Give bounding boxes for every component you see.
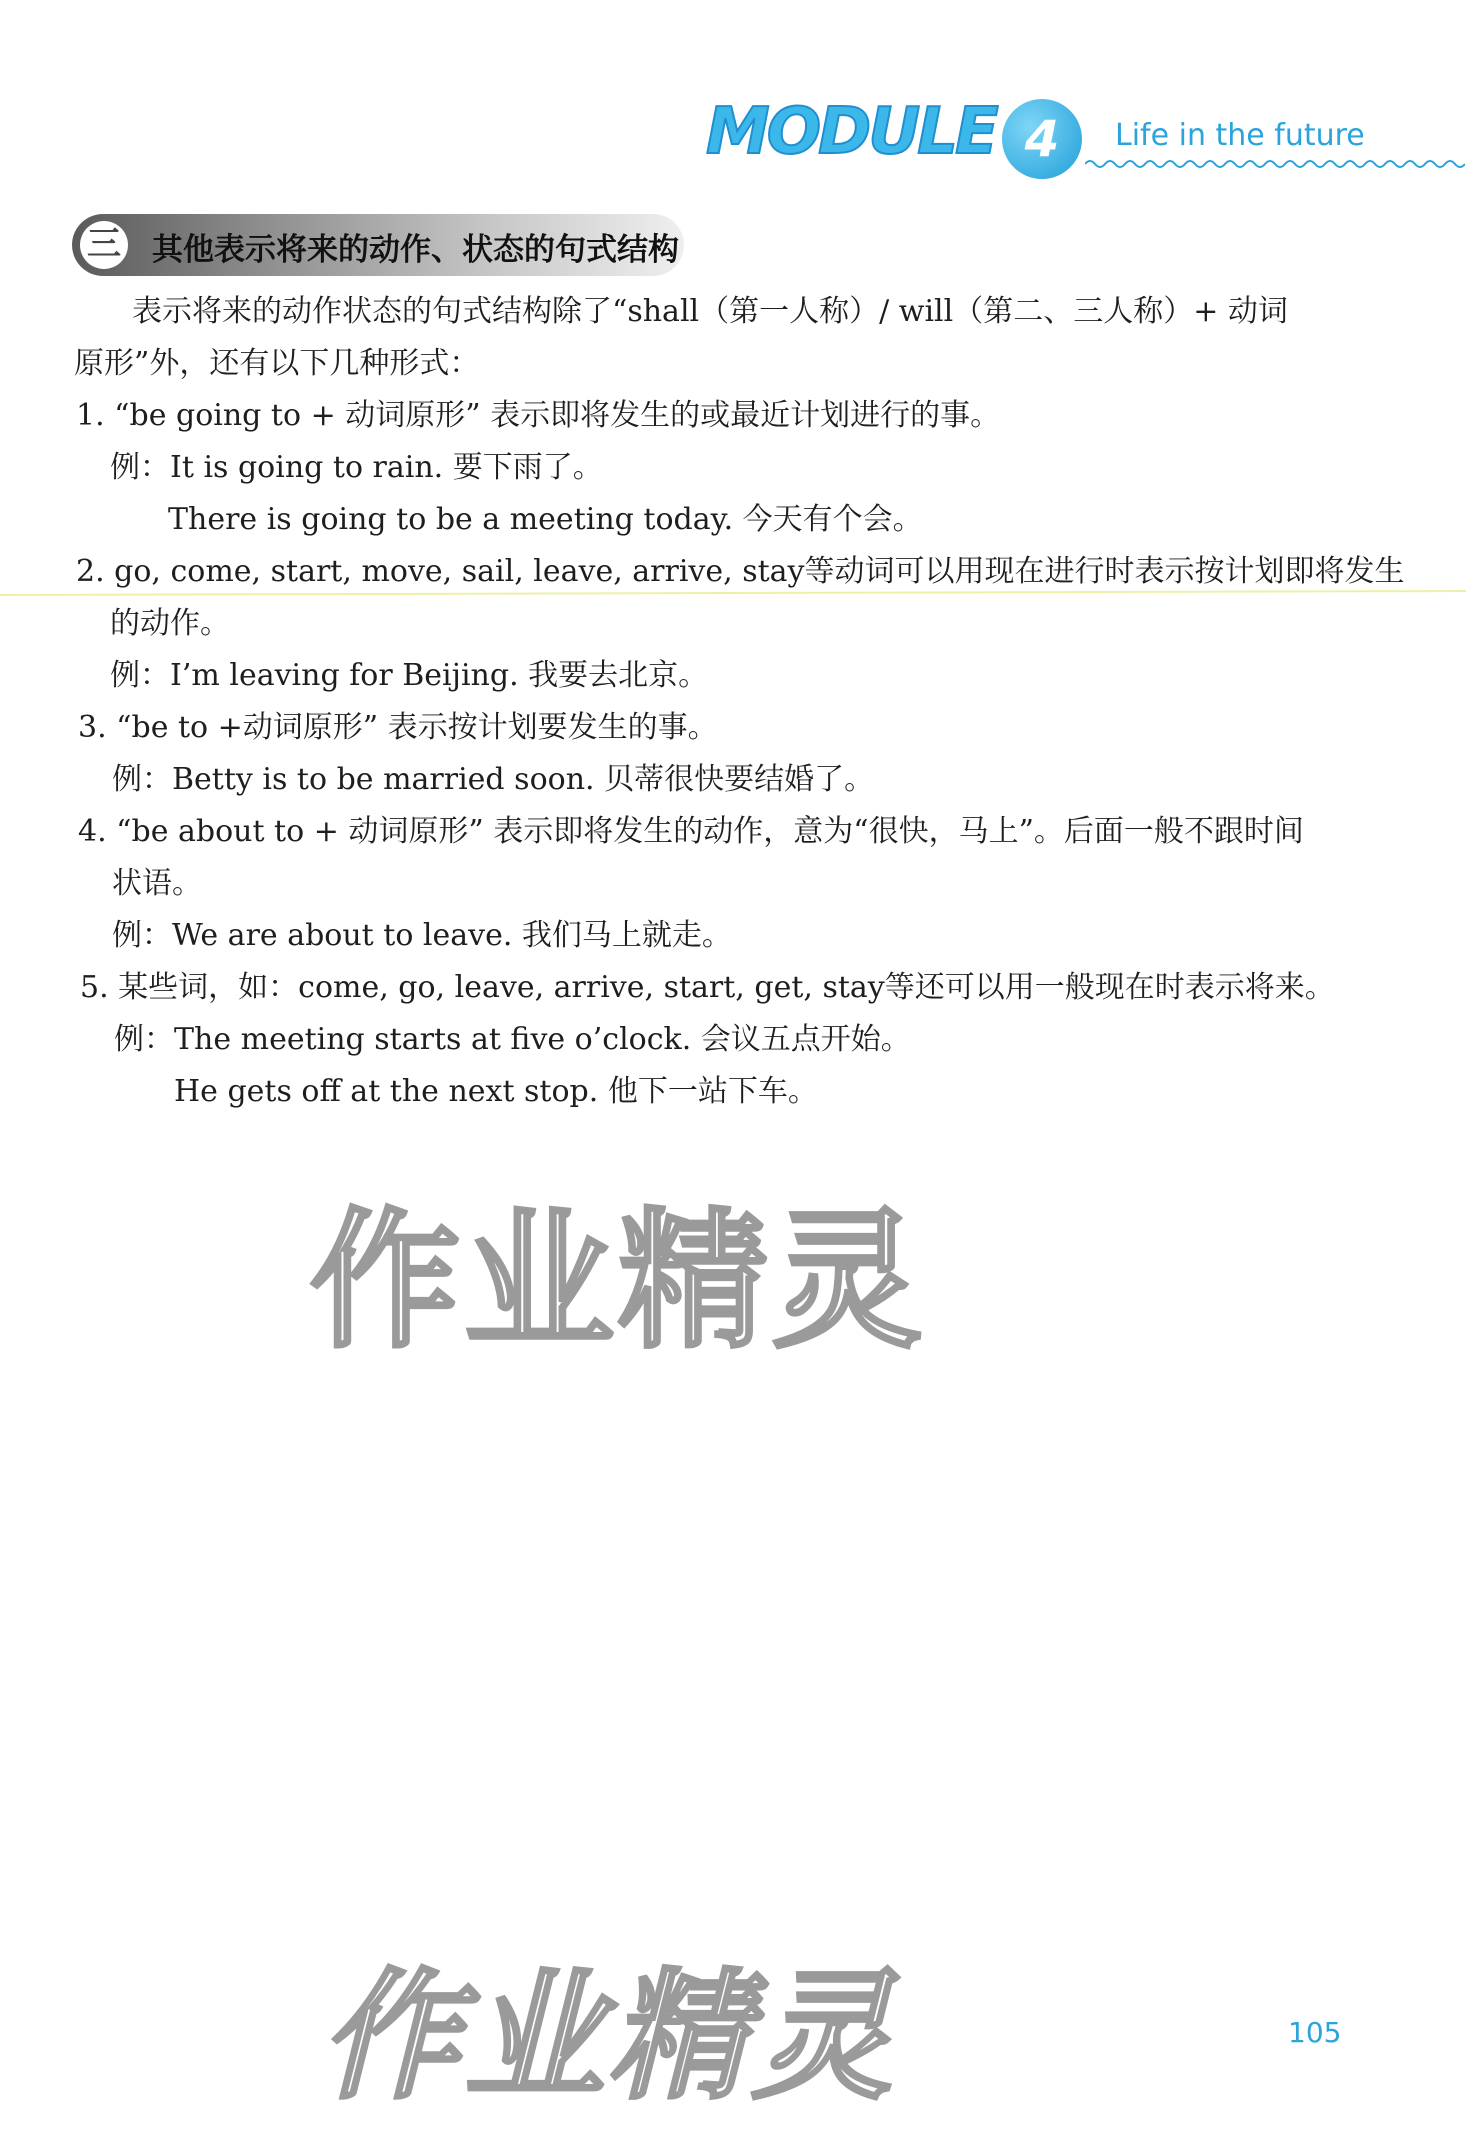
- rule-4-line-1: 4. “be about to + 动词原形” 表示即将发生的动作，意为“很快，马上”。后面一般不跟时间: [78, 814, 1304, 849]
- rule-2-line-2: 的动作。: [110, 606, 230, 641]
- section-title: 其他表示将来的动作、状态的句式结构: [152, 232, 679, 268]
- rule-5-example-2: He gets off at the next stop. 他下一站下车。: [174, 1074, 818, 1109]
- intro-line-2: 原形”外，还有以下几种形式：: [74, 346, 480, 381]
- watermark-middle: 作业精灵: [310, 1195, 927, 1369]
- rule-5: 5. 某些词，如：come, go, leave, arrive, start, get, stay等还可以用一般现在时表示将来。: [80, 970, 1335, 1005]
- section-number-badge: 三: [80, 221, 128, 269]
- module-wordmark: MODULE: [706, 95, 996, 169]
- module-header: [700, 85, 1466, 185]
- rule-2-example: 例：I’m leaving for Beijing. 我要去北京。: [110, 658, 709, 693]
- intro-line-1: 表示将来的动作状态的句式结构除了“shall（第一人称）/ will（第二、三人称）+ 动词: [132, 294, 1288, 329]
- module-title: Life in the future: [1115, 118, 1365, 153]
- rule-3-example: 例：Betty is to be married soon. 贝蒂很快要结婚了。: [112, 762, 875, 797]
- rule-1: 1. “be going to + 动词原形” 表示即将发生的或最近计划进行的事。: [76, 398, 1001, 433]
- wave-decoration-icon: [1085, 157, 1465, 171]
- page-number: 105: [1288, 2016, 1342, 2049]
- rule-5-example-1: 例：The meeting starts at five o’clock. 会议五点开始。: [114, 1022, 911, 1057]
- rule-1-example-1: 例：It is going to rain. 要下雨了。: [110, 450, 603, 485]
- module-number-badge: 4: [1002, 99, 1082, 179]
- rule-3: 3. “be to +动词原形” 表示按计划要发生的事。: [78, 710, 718, 745]
- rule-4-line-2: 状语。: [112, 866, 202, 901]
- rule-1-example-2: There is going to be a meeting today. 今天有个会。: [168, 502, 923, 537]
- watermark-bottom: 作业精灵: [311, 1956, 929, 2119]
- rule-4-example: 例：We are about to leave. 我们马上就走。: [112, 918, 732, 953]
- rule-2-line-1: 2. go, come, start, move, sail, leave, arrive, stay等动词可以用现在进行时表示按计划即将发生: [76, 554, 1405, 589]
